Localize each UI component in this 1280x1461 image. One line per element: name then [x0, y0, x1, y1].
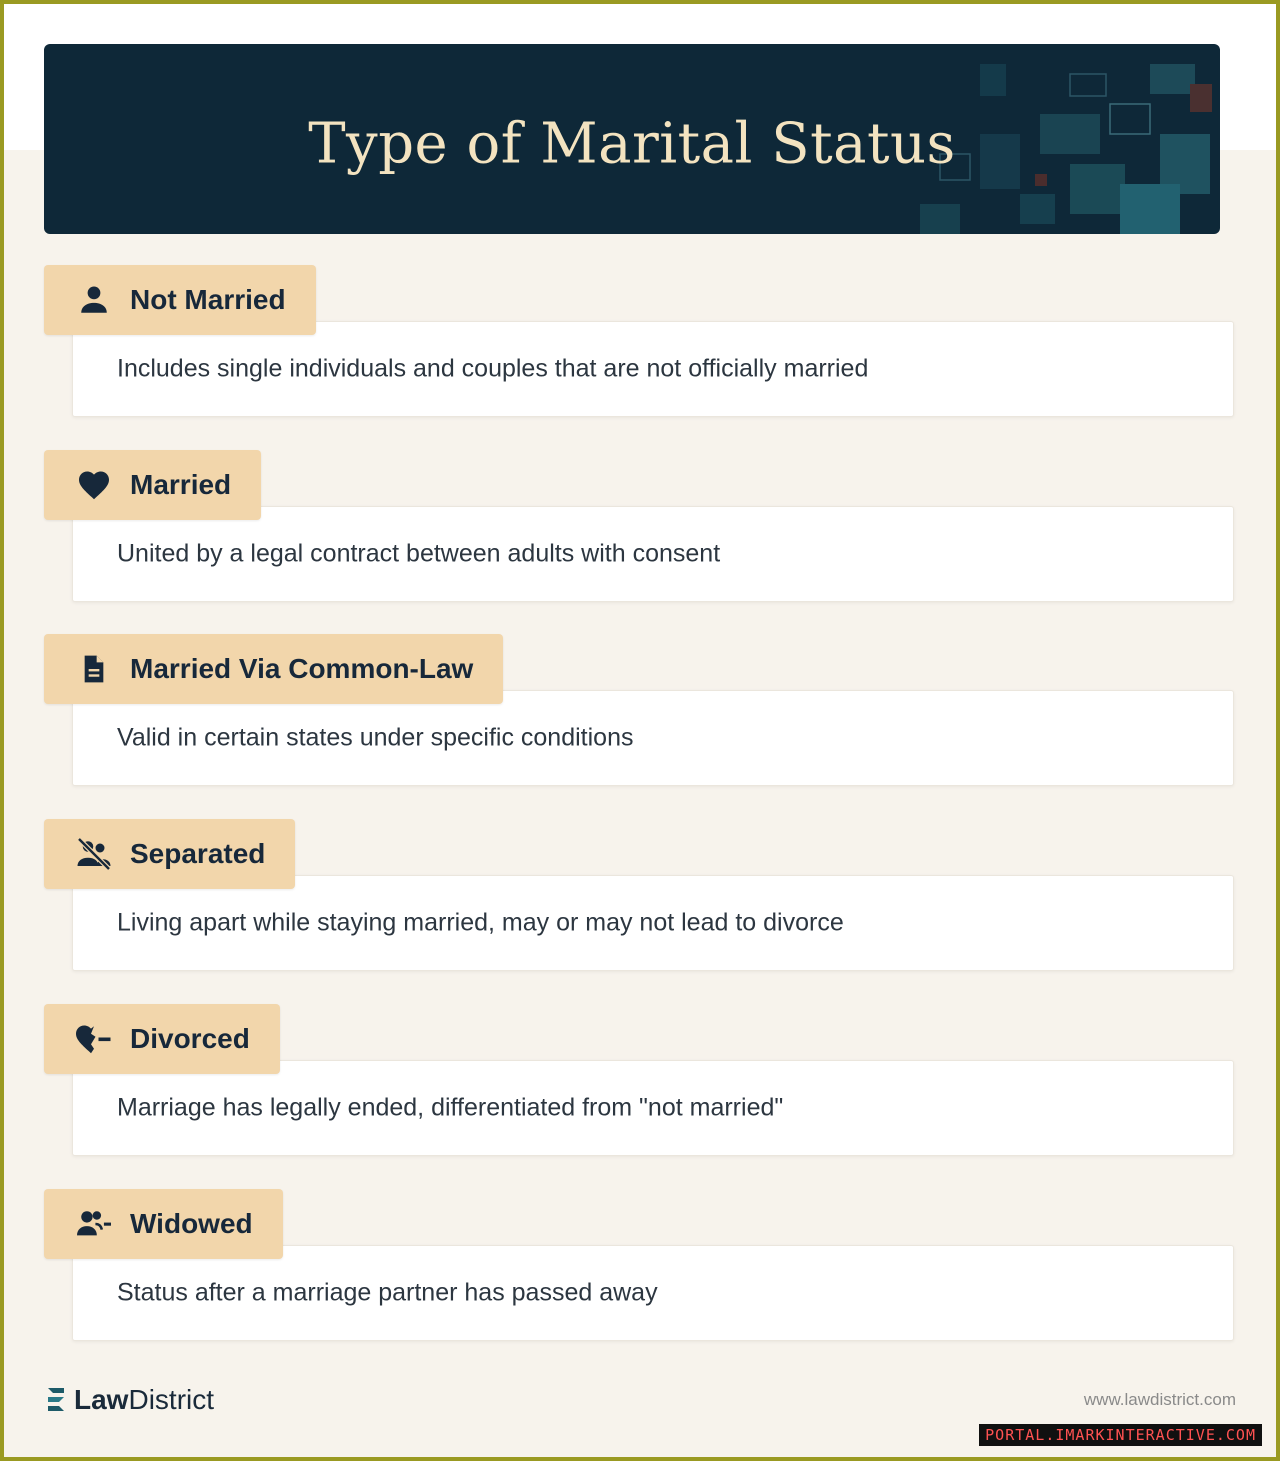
brand-name [74, 1384, 214, 1416]
page-title: Type of Marital Status [308, 111, 956, 177]
header-banner [44, 44, 1220, 234]
status-tag [44, 1189, 283, 1259]
status-description: Valid in certain states under specific conditions [117, 723, 634, 752]
status-description: Includes single individuals and couples that are not officially married [117, 354, 869, 383]
heart-icon [74, 465, 114, 505]
status-item-divorced [44, 1004, 1236, 1159]
status-description: Status after a marriage partner has passed away [117, 1278, 658, 1307]
brand-logo [44, 1384, 214, 1416]
status-description: Living apart while staying married, may or may not lead to divorce [117, 908, 844, 937]
status-item-not-married [44, 265, 1236, 420]
logo-icon [44, 1384, 68, 1416]
status-item-common-law [44, 634, 1236, 789]
people-off-icon [74, 834, 114, 874]
status-description: United by a legal contract between adults with consent [117, 539, 721, 568]
brand-name-bold: Law [74, 1384, 129, 1415]
status-item-separated [44, 819, 1236, 974]
document-icon [74, 649, 114, 689]
description-card [72, 875, 1234, 971]
description-card [72, 1060, 1234, 1156]
description-card [72, 1245, 1234, 1341]
person-icon [74, 280, 114, 320]
description-card [72, 506, 1234, 602]
status-item-widowed [44, 1189, 1236, 1344]
status-label: Widowed [130, 1208, 253, 1239]
status-label: Not Married [130, 284, 286, 315]
heart-broken-icon [74, 1019, 114, 1059]
status-label: Married [130, 469, 232, 500]
watermark: PORTAL.IMARKINTERACTIVE.COM [979, 1424, 1262, 1446]
status-label: Married Via Common-Law [130, 653, 474, 684]
person-remove-icon [74, 1204, 114, 1244]
status-tag [44, 1004, 280, 1074]
description-card [72, 321, 1234, 417]
status-label: Separated [130, 838, 266, 869]
status-tag [44, 819, 295, 889]
website-url: www.lawdistrict.com [1083, 1390, 1236, 1409]
brand-name-regular: District [128, 1384, 215, 1415]
status-description: Marriage has legally ended, differentiated from "not married" [117, 1093, 784, 1122]
description-card [72, 690, 1234, 786]
status-tag [44, 450, 261, 520]
status-item-married [44, 450, 1236, 605]
status-tag [44, 265, 316, 335]
status-label: Divorced [130, 1023, 250, 1054]
status-tag [44, 634, 503, 704]
